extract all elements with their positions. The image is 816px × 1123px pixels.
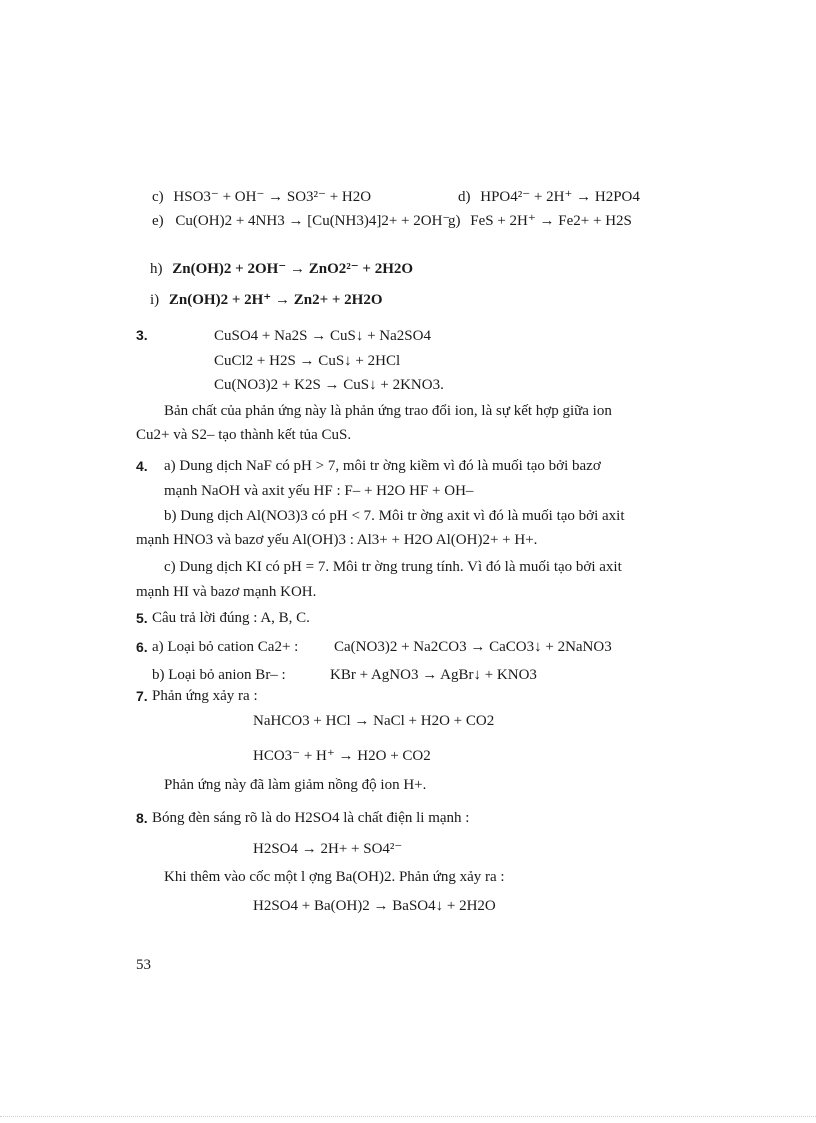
q3-paragraph-1: Bản chất của phản ứng này là phản ứng trao đổi ion, là sự kết hợp giữa ion xyxy=(164,403,612,419)
page-bottom-edge xyxy=(0,1116,816,1117)
item-label-i: i) xyxy=(150,292,160,308)
q6-b-reaction: KBr + AgNO3 → AgBr↓ + KNO3 xyxy=(330,667,537,683)
reaction-g xyxy=(448,211,632,231)
q8-reaction-1: H2SO4 → 2H+ + SO4²⁻ xyxy=(253,841,403,857)
item-label-c: c) xyxy=(152,189,164,205)
q4-a-line-2: mạnh NaOH và axit yếu HF : F– + H2O HF + OH– xyxy=(164,483,474,499)
q4-c-line-2: mạnh HI và bazơ mạnh KOH. xyxy=(136,584,317,600)
q6-a-label: a) Loại bỏ cation Ca2+ : xyxy=(152,639,299,655)
reaction-h-text: Zn(OH)2 + 2OH⁻ → ZnO2²⁻ + 2H2O xyxy=(172,261,414,277)
reaction-e xyxy=(152,211,450,231)
item-label-g: g) xyxy=(448,213,461,229)
reaction-c-text: HSO3⁻ + OH⁻ → SO3²⁻ + H2O xyxy=(173,189,372,205)
question-7-number: 7. xyxy=(136,688,148,704)
q3-paragraph-2: Cu2+ và S2– tạo thành kết tủa CuS. xyxy=(136,427,352,443)
reaction-c xyxy=(152,187,371,207)
q7-note: Phản ứng này đã làm giảm nồng độ ion H+. xyxy=(164,777,427,793)
page-number: 53 xyxy=(136,957,151,973)
question-6-number: 6. xyxy=(136,639,148,655)
q5-answer: Câu trả lời đúng : A, B, C. xyxy=(152,610,310,626)
q7-reaction-2: HCO3⁻ + H⁺ → H2O + CO2 xyxy=(253,748,431,764)
item-label-e: e) xyxy=(152,213,164,229)
q7-text: Phản ứng xảy ra : xyxy=(152,688,258,704)
q3-reaction-3: Cu(NO3)2 + K2S → CuS↓ + 2KNO3. xyxy=(214,377,444,393)
reaction-e-text: Cu(OH)2 + 4NH3 → [Cu(NH3)4]2+ + 2OH⁻ xyxy=(175,213,451,229)
question-4-number: 4. xyxy=(136,458,148,474)
q8-paragraph: Khi thêm vào cốc một l ợng Ba(OH)2. Phản ứng xảy ra : xyxy=(164,869,505,885)
q3-reaction-2: CuCl2 + H2S → CuS↓ + 2HCl xyxy=(214,353,401,369)
q4-a-line-1: a) Dung dịch NaF có pH > 7, môi tr ờng kiềm vì đó là muối tạo bởi bazơ xyxy=(164,458,601,474)
reaction-d-text: HPO4²⁻ + 2H⁺ → H2PO4 xyxy=(480,189,640,205)
q4-b-line-1: b) Dung dịch Al(NO3)3 có pH < 7. Môi tr ờng axit vì đó là muối tạo bởi axit xyxy=(164,508,625,524)
q6-a-reaction: Ca(NO3)2 + Na2CO3 → CaCO3↓ + 2NaNO3 xyxy=(334,639,612,655)
reaction-h xyxy=(150,259,413,279)
question-5-number: 5. xyxy=(136,610,148,626)
reaction-i-text: Zn(OH)2 + 2H⁺ → Zn2+ + 2H2O xyxy=(168,292,383,308)
question-8-number: 8. xyxy=(136,810,148,826)
question-3-number: 3. xyxy=(136,327,148,343)
item-label-h: h) xyxy=(150,261,163,277)
q3-reaction-1: CuSO4 + Na2S → CuS↓ + Na2SO4 xyxy=(214,328,431,344)
reaction-d xyxy=(458,187,640,207)
q4-c-line-1: c) Dung dịch KI có pH = 7. Môi tr ờng trung tính. Vì đó là muối tạo bởi axit xyxy=(164,559,622,575)
item-label-d: d) xyxy=(458,189,471,205)
q7-reaction-1: NaHCO3 + HCl → NaCl + H2O + CO2 xyxy=(253,713,495,729)
q6-b-label: b) Loại bỏ anion Br– : xyxy=(152,667,286,683)
q8-reaction-2: H2SO4 + Ba(OH)2 → BaSO4↓ + 2H2O xyxy=(253,898,496,914)
reaction-i xyxy=(150,290,383,310)
reaction-g-text: FeS + 2H⁺ → Fe2+ + H2S xyxy=(470,213,632,229)
q8-text: Bóng đèn sáng rõ là do H2SO4 là chất điện li mạnh : xyxy=(152,810,470,826)
q4-b-line-2: mạnh HNO3 và bazơ yếu Al(OH)3 : Al3+ + H2O Al(OH)2+ + H+. xyxy=(136,532,538,548)
